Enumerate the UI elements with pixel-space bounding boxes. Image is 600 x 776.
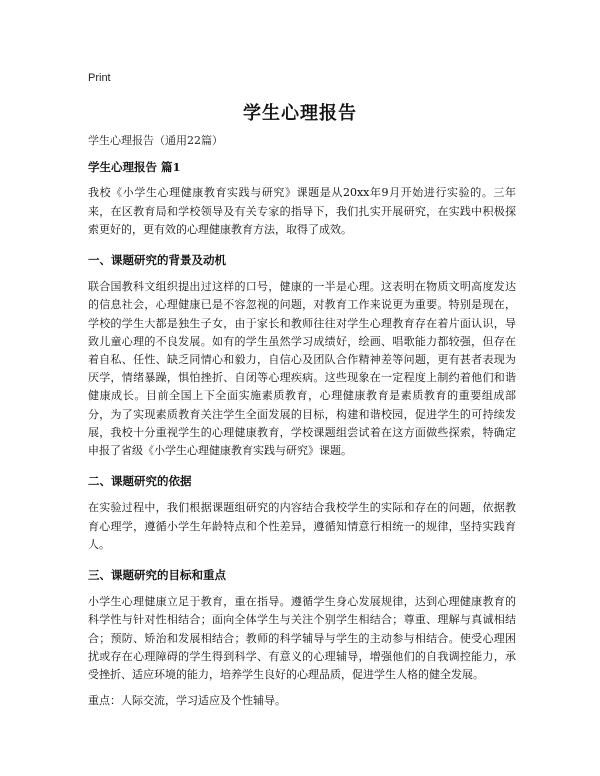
essay-heading: 学生心理报告 篇1	[88, 160, 181, 175]
intro-paragraph: 我校《小学生心理健康教育实践与研究》课题是从20xx年9月开始进行实验的。三年来，在区教育局和学校领导及有关专家的指导下，我们扎实开展研究，在实践中积极探索更好的，更有效的心理健康教育方法，取得了成效。	[88, 186, 516, 236]
section-basis	[88, 472, 516, 554]
section-background	[88, 251, 516, 460]
document-subtitle: 学生心理报告（通用22篇）	[88, 134, 223, 147]
section-paragraph: 在实验过程中，我们根据课题组研究的内容结合我校学生的实际和存在的问题，依据教育心理学，遵循小学生年龄特点和个性差异，遵循知情意行相统一的规律，坚持实践育人。	[88, 501, 516, 551]
section-paragraph: 联合国教科文组织提出过这样的口号，健康的一半是心理。这表明在物质文明高度发达的信息社会，心理健康已是不容忽视的问题，对教育工作来说更为重要。特别是现在，学校的学生大都是独生子女，由于家长和教师往往对学生心理教育存在着片面认识，导致儿童心理的不良发展。如有的学生虽然学习成绩好，绘画、唱歌能力都较强，但存在着自私、任性、缺乏同情心和毅力，自信心及团队合作精神差等问题，更有甚者表现为厌学，情绪暴躁，惧怕挫折、自闭等心理疾病。这些现象在一定程度上制约着他们和谐健康成长。目前全国上下全面实施素质教育，心理健康教育是素质教育的重要组成部分，为了实现素质教育关注学生全面发展的目标，构建和谐校园，促进学生的可持续发展，我校十分重视学生的心理健康教育，学校课题组尝试着在这方面做些探索，特确定申报了省级《小学生心理健康教育实践与研究》课题。	[88, 280, 516, 458]
document-body	[88, 132, 516, 718]
section-paragraph: 重点：人际交流，学习适应及个性辅导。	[88, 694, 286, 708]
document-title: 学生心理报告	[243, 103, 357, 124]
section-heading-goals: 三、课题研究的目标和重点	[88, 568, 226, 583]
section-heading-background: 一、课题研究的背景及动机	[88, 253, 226, 268]
print-label[interactable]: Print	[88, 72, 111, 84]
section-goals	[88, 566, 516, 710]
section-paragraph: 小学生心理健康立足于教育，重在指导。遵循学生身心发展规律，达到心理健康教育的科学性与针对性相结合；面向全体学生与关注个别学生相结合；尊重、理解与真诚相结合；预防、矫治和发展相结合；教师的科学辅导与学生的主动参与相结合。使受心理困扰或存在心理障碍的学生得到科学、有意义的心理辅导，增强他们的自我调控能力，承受挫折、适应环境的能力，培养学生良好的心理品质，促进学生人格的健全发展。	[88, 595, 516, 682]
section-heading-basis: 二、课题研究的依据	[88, 474, 192, 489]
